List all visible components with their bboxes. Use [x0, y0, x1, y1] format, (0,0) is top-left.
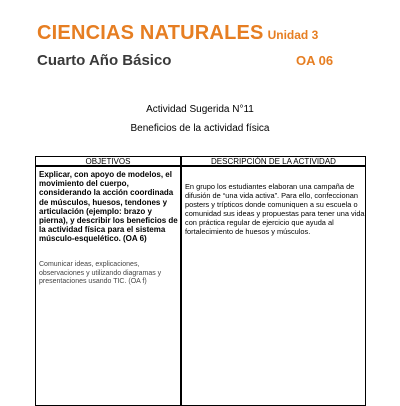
activity-table	[35, 156, 366, 406]
objective-extra-text: Comunicar ideas, explicaciones, observaciones y utilizando diagramas y presentaciones usando TIC. (OA f)	[39, 261, 162, 286]
subject-title: CIENCIAS NATURALES	[37, 22, 264, 44]
activity-title: Actividad Sugerida N°11	[146, 104, 254, 115]
oa-code: OA 06	[296, 53, 334, 68]
grade-subtitle: Cuarto Año Básico	[37, 52, 172, 69]
page-title	[37, 23, 318, 43]
activity-description: En grupo los estudiantes elaboran una campaña de difusión de “una vida activa”. Para ello, confeccionan posters y trípticos donde comuniquen a su escuela o comunidad sus ideas y propuestas para tener una vida con práctica regular de ejercicio que ayuda al fortalecimiento de huesos y músculos.	[185, 182, 365, 237]
activity-subtitle: Beneficios de la actividad física	[130, 123, 270, 134]
column-header-objetivos: OBJETIVOS	[85, 157, 131, 166]
column-divider	[180, 157, 182, 405]
column-header-descripcion: DESCRIPCIÓN DE LA ACTIVIDAD	[211, 157, 336, 166]
unit-label: Unidad 3	[267, 28, 319, 42]
table-header-row	[36, 157, 365, 167]
objective-main-text: Explicar, con apoyo de modelos, el movimiento del cuerpo, considerando la acción coordinada de músculos, huesos, tendones y articulación (ejemplo: brazo y pierna), y describir los beneficios de la actividad física para el sistema músculo-esquelético. (OA 6)	[39, 170, 178, 244]
